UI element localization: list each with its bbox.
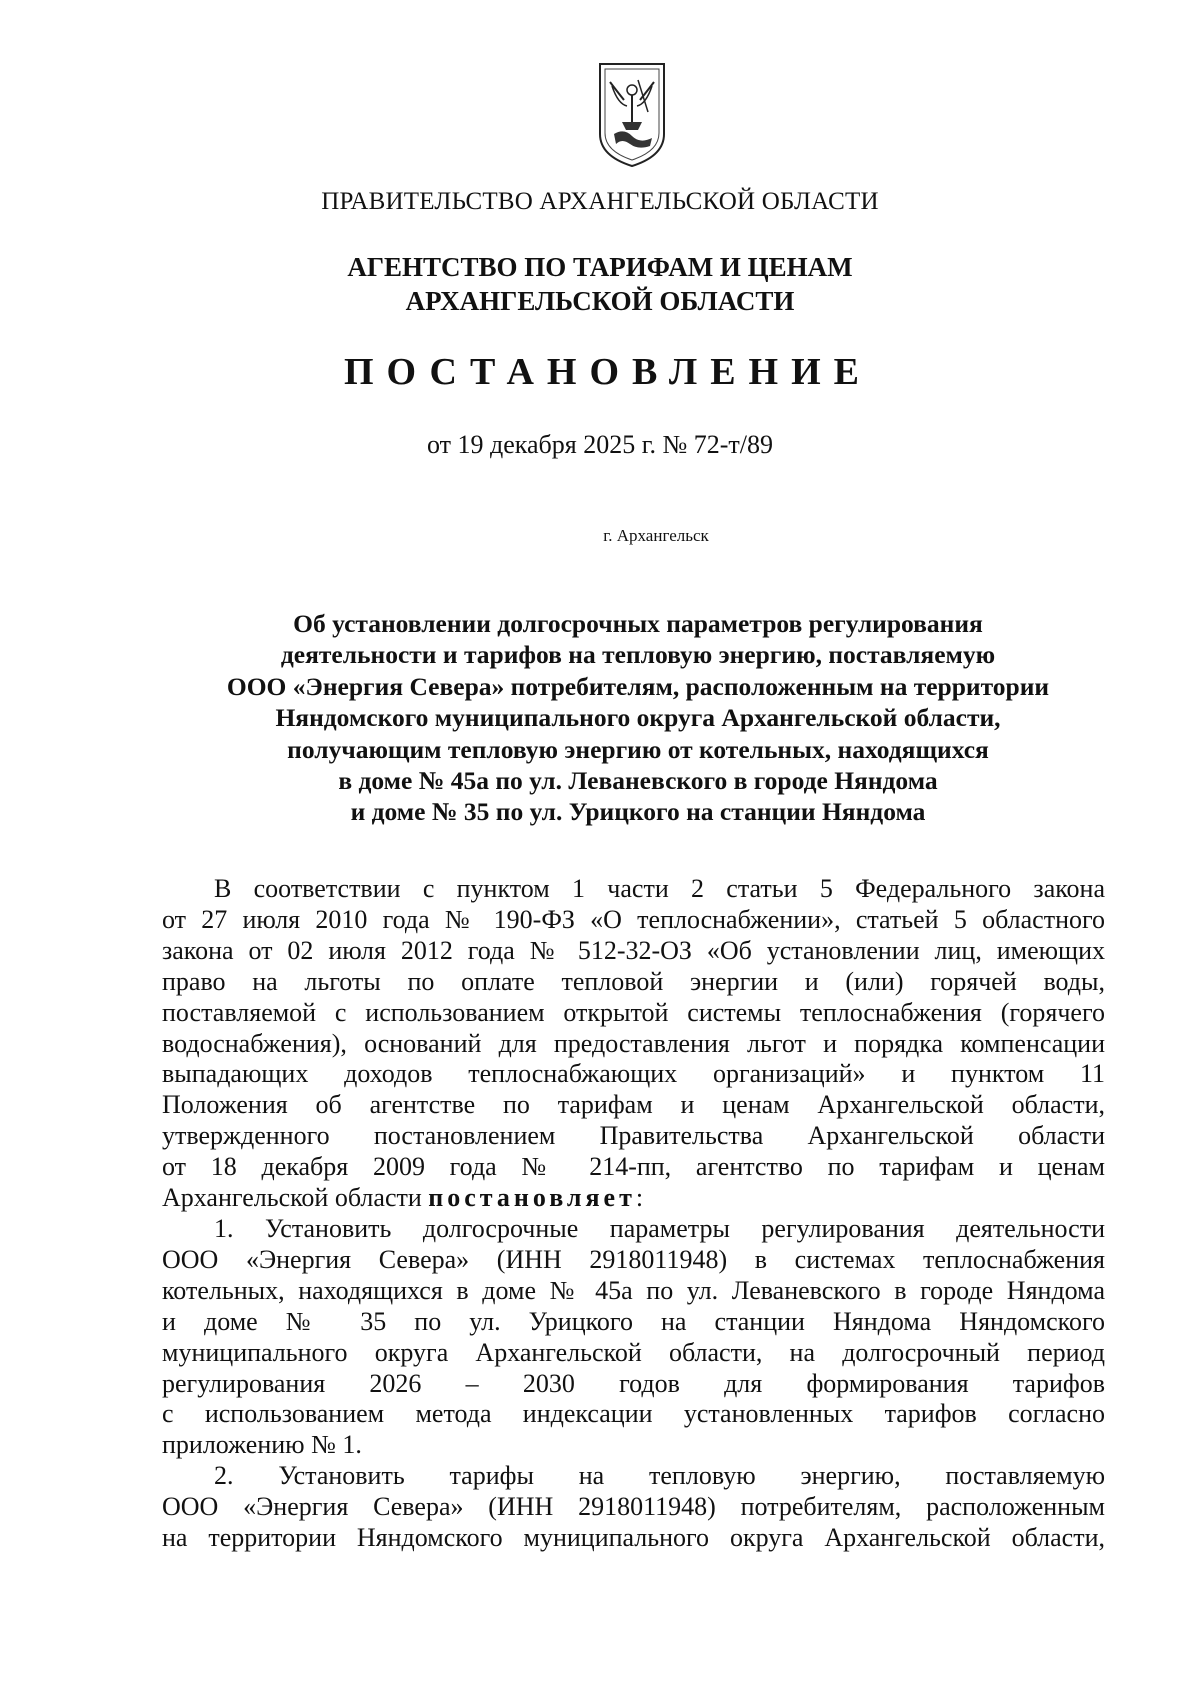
body-line: ООО «Энергия Севера» (ИНН 2918011948) потребителям, расположенным: [162, 1492, 1105, 1522]
body-line: регулирования 2026 – 2030 годов для формирования тарифов: [162, 1368, 1105, 1398]
body-line: право на льготы по оплате тепловой энергии и (или) горячей воды,: [162, 966, 1105, 996]
item-2-paragraph: [162, 1461, 1105, 1554]
preamble-last-text: Архангельской области: [162, 1183, 429, 1213]
title-line: в доме № 45а по ул. Леваневского в городе Няндома: [338, 766, 938, 796]
document-body: [162, 874, 1105, 1554]
title-line: ООО «Энергия Севера» потребителям, расположенным на территории: [226, 671, 1050, 701]
body-line: [162, 1183, 1105, 1214]
body-line: утвержденного постановлением Правительства Архангельской области: [162, 1121, 1105, 1151]
document-title: [38, 608, 1200, 828]
body-line: закона от 02 июля 2012 года № 512-32-ОЗ «Об установлении лиц, имеющих: [162, 935, 1105, 965]
body-line: В соответствии с пунктом 1 части 2 статьи 5 Федерального закона: [214, 874, 1105, 903]
body-line: муниципального округа Архангельской области, на долгосрочный период: [162, 1337, 1105, 1367]
title-line: Няндомского муниципального округа Архангельской области,: [275, 703, 1001, 733]
body-line: и доме № 35 по ул. Урицкого на станции Няндома Няндомского: [162, 1306, 1105, 1336]
title-line: Об установлении долгосрочных параметров регулирования: [293, 609, 983, 638]
body-line: приложению № 1.: [162, 1430, 362, 1460]
government-name: ПРАВИТЕЛЬСТВО АРХАНГЕЛЬСКОЙ ОБЛАСТИ: [321, 188, 879, 215]
body-line: на территории Няндомского муниципального округа Архангельской области,: [162, 1523, 1105, 1553]
body-line: водоснабжения), оснований для предоставления льгот и порядка компенсации: [162, 1028, 1105, 1058]
body-line: ООО «Энергия Севера» (ИНН 2918011948) в системах теплоснабжения: [162, 1244, 1105, 1274]
body-line: поставляемой с использованием открытой системы теплоснабжения (горячего: [162, 997, 1105, 1027]
agency-name-line: АГЕНТСТВО ПО ТАРИФАМ И ЦЕНАМ: [347, 252, 853, 282]
body-line: 1. Установить долгосрочные параметры регулирования деятельности: [214, 1213, 1105, 1243]
decides-colon: :: [635, 1183, 644, 1213]
document-city: г. Архангельск: [603, 526, 709, 545]
coat-of-arms-icon: [594, 60, 670, 170]
body-line: 2. Установить тарифы на тепловую энергию, поставляемую: [214, 1461, 1105, 1491]
document-type: ПОСТАНОВЛЕНИЕ: [343, 351, 873, 393]
decides-word: постановляет: [428, 1183, 636, 1213]
title-line: деятельности и тарифов на тепловую энергию, поставляемую: [280, 640, 996, 670]
title-line: и доме № 35 по ул. Урицкого на станции Няндома: [350, 797, 926, 827]
body-line: от 18 декабря 2009 года № 214-пп, агентство по тарифам и ценам: [162, 1152, 1105, 1182]
agency-name-line: АРХАНГЕЛЬСКОЙ ОБЛАСТИ: [405, 286, 795, 316]
agency-name: [0, 250, 1200, 318]
title-line: получающим тепловую энергию от котельных, находящихся: [287, 734, 989, 764]
body-line: от 27 июля 2010 года № 190-ФЗ «О теплоснабжении», статьей 5 областного: [162, 904, 1105, 934]
preamble-paragraph: [162, 874, 1105, 1214]
item-1-paragraph: [162, 1214, 1105, 1461]
body-line: котельных, находящихся в доме № 45а по ул. Леваневского в городе Няндома: [162, 1275, 1105, 1305]
body-line: Положения об агентстве по тарифам и ценам Архангельской области,: [162, 1090, 1105, 1120]
body-line: с использованием метода индексации установленных тарифов согласно: [162, 1399, 1105, 1429]
document-date-number: от 19 декабря 2025 г. № 72-т/89: [426, 430, 774, 459]
body-line: выпадающих доходов теплоснабжающих организаций» и пунктом 11: [162, 1059, 1105, 1089]
